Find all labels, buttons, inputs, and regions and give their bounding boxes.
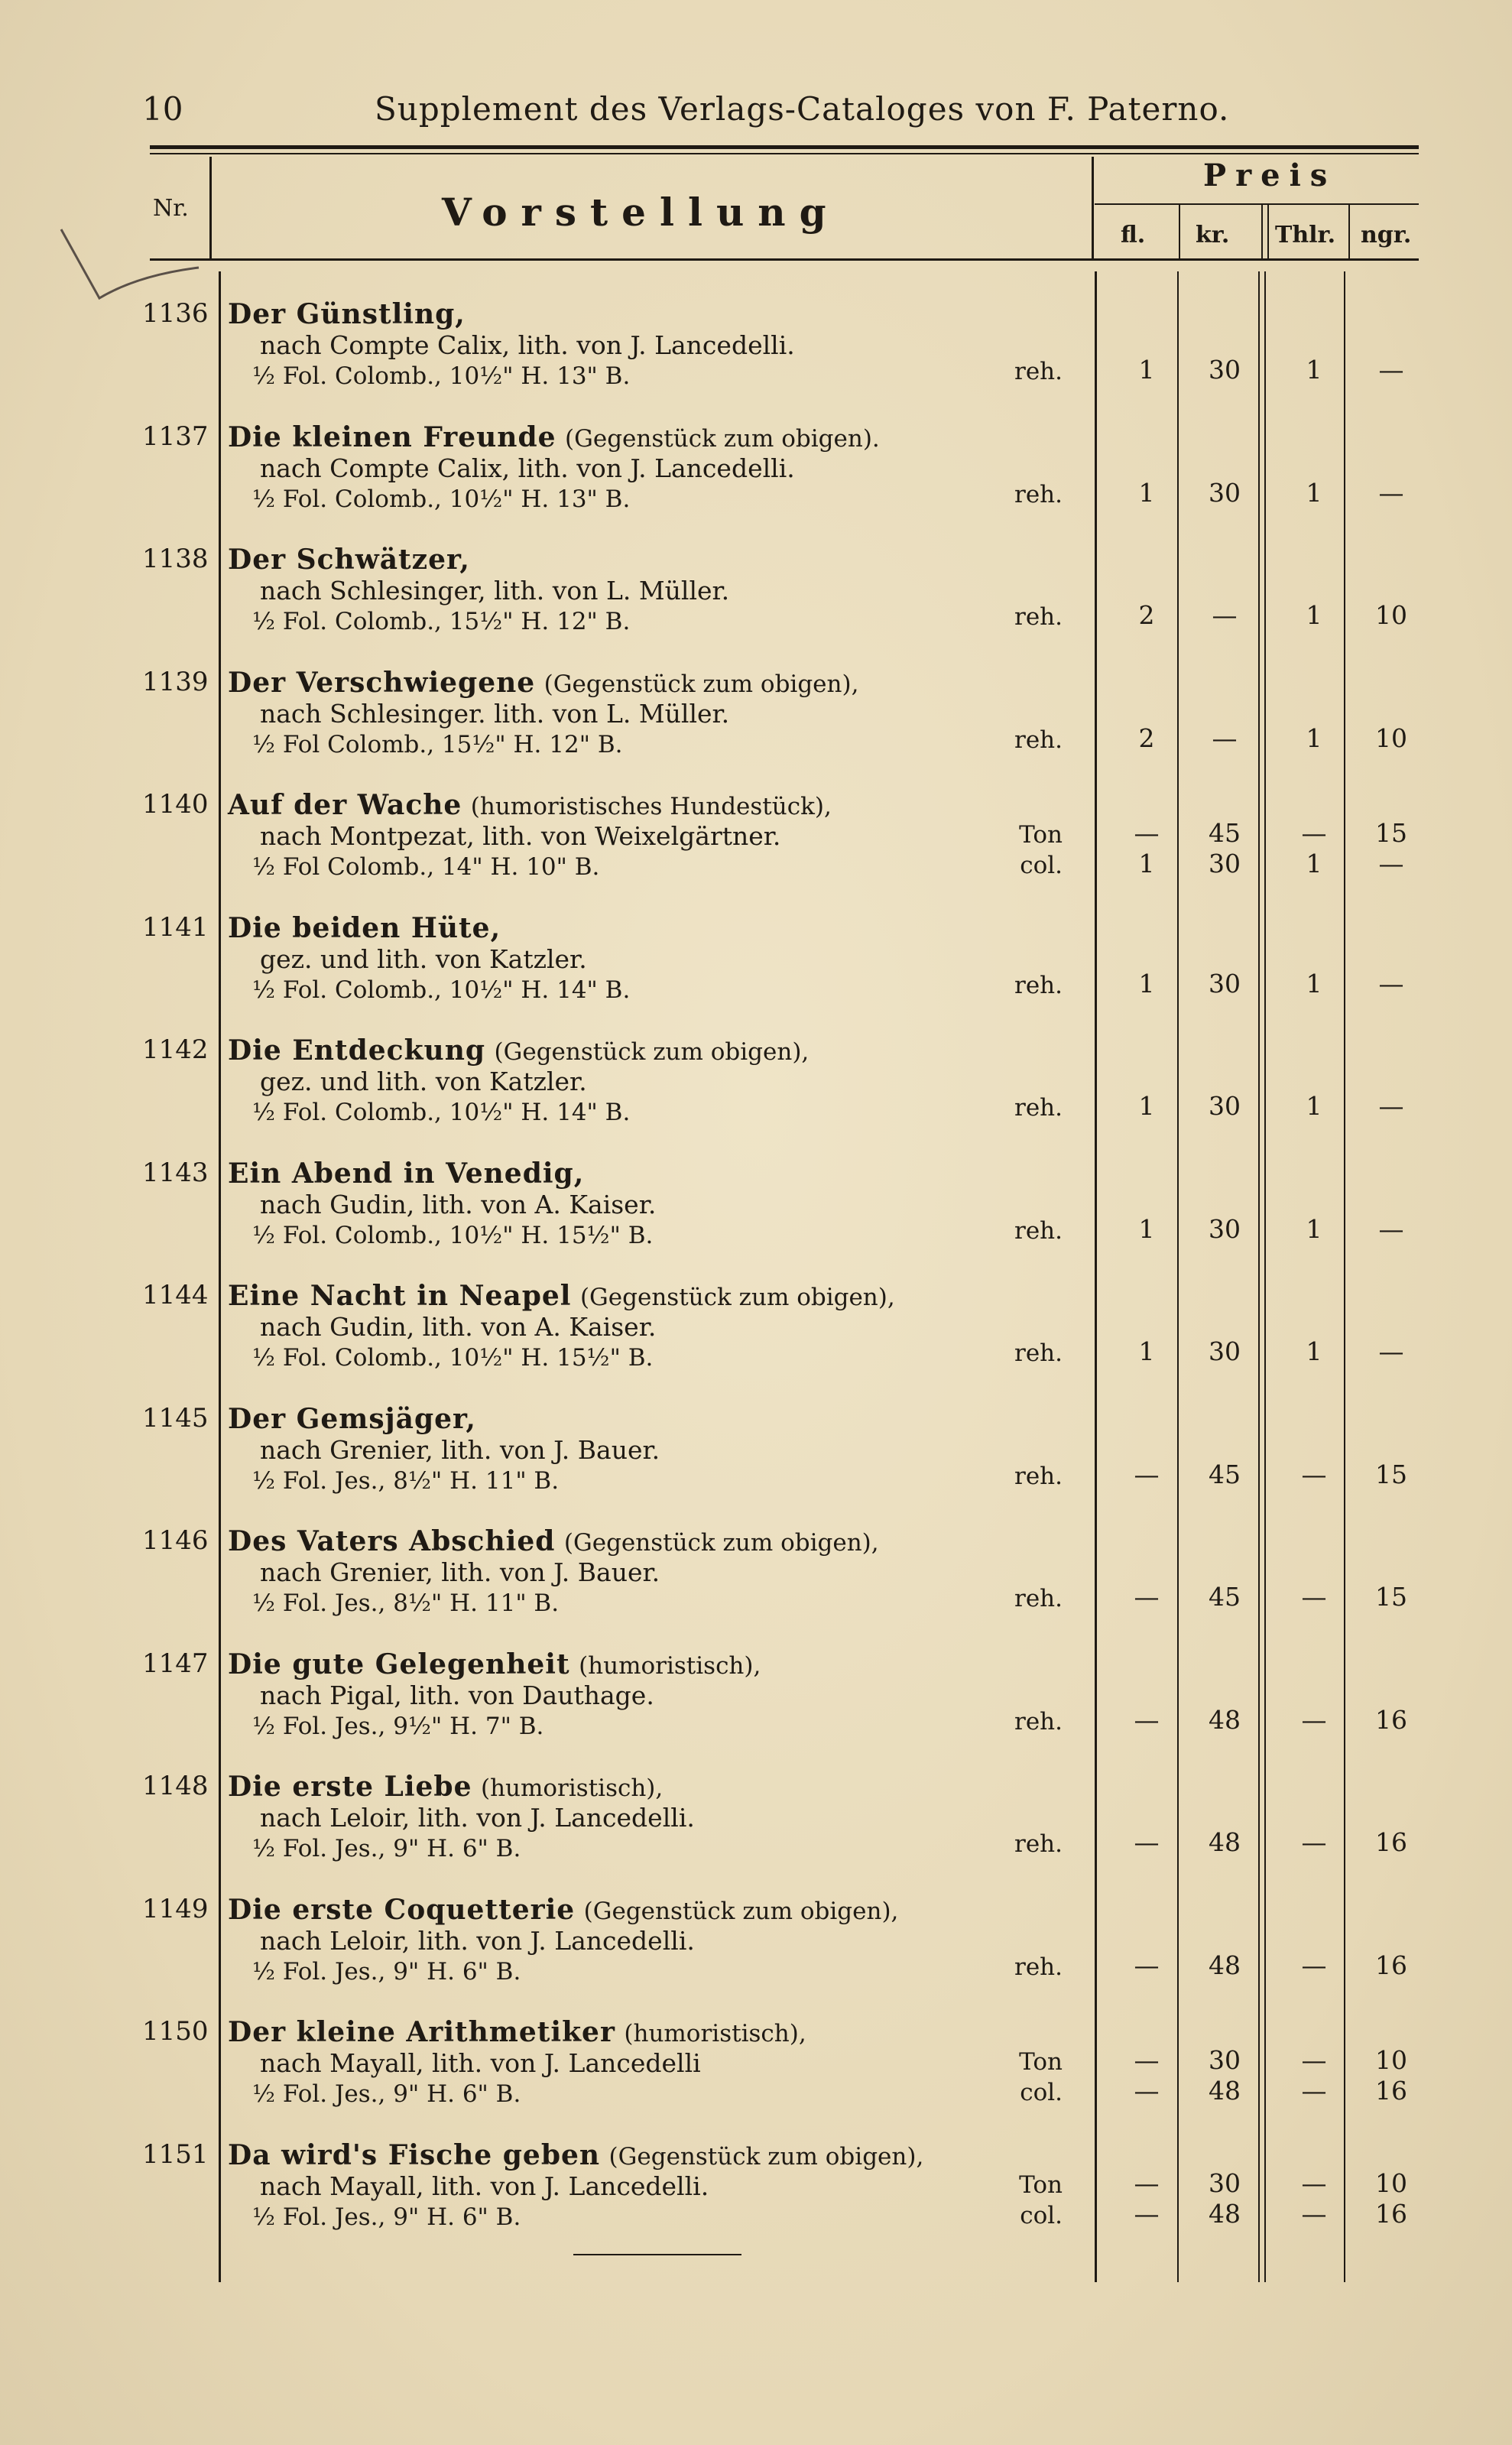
- list-item: [0, 1034, 1512, 1149]
- entry-format-line: ½ Fol Colomb., 15½" H. 12" B.: [252, 731, 623, 758]
- price-fl: 1: [1138, 355, 1155, 385]
- price-kr: —: [1212, 600, 1238, 630]
- price-kr: 30: [1209, 1336, 1241, 1366]
- header-ngr: ngr.: [1361, 222, 1412, 248]
- entry-number: 1137: [142, 421, 209, 452]
- entry-title: Die Entdeckung: [228, 1034, 486, 1067]
- list-item: [0, 912, 1512, 1027]
- price-type: Ton: [1019, 821, 1063, 849]
- kr-col-line-2: [1267, 205, 1269, 258]
- entry-number: 1138: [142, 544, 209, 574]
- page-number: 10: [142, 90, 183, 128]
- price-kr: 48: [1209, 1950, 1241, 1980]
- entry-number: 1144: [142, 1280, 209, 1310]
- fl-col-line: [1179, 205, 1180, 258]
- list-item: [0, 544, 1512, 658]
- entry-format-line: ½ Fol. Jes., 9" H. 6" B.: [252, 1958, 521, 1986]
- entry-number: 1150: [142, 2016, 209, 2047]
- price-ngr: —: [1378, 1214, 1404, 1244]
- vor-col-line: [1092, 157, 1094, 260]
- price-thlr: 1: [1306, 969, 1322, 998]
- price-kr: 30: [1209, 355, 1241, 385]
- price-fl: —: [1134, 1582, 1160, 1612]
- price-type: Ton: [1019, 2171, 1063, 2199]
- price-kr: 45: [1209, 818, 1241, 848]
- entry-title-line: [228, 2016, 806, 2048]
- end-rule: [573, 2254, 741, 2255]
- entry-title: Der Gemsjäger,: [228, 1403, 476, 1435]
- entry-title-line: [228, 421, 880, 453]
- list-item: [0, 1280, 1512, 1395]
- price-kr: —: [1212, 723, 1238, 753]
- price-kr: 45: [1209, 1460, 1241, 1489]
- list-item: [0, 1158, 1512, 1272]
- price-type: reh.: [1014, 1585, 1063, 1612]
- entry-title-line: [228, 1771, 663, 1803]
- entry-artist-line: nach Compte Calix, lith. von J. Lancedelli.: [260, 453, 795, 483]
- entry-title-line: [228, 1403, 476, 1435]
- price-thlr: 1: [1306, 600, 1322, 630]
- running-header: Supplement des Verlags-Cataloges von F. Paterno.: [375, 90, 1230, 128]
- entry-number: 1142: [142, 1034, 209, 1065]
- price-thlr: 1: [1306, 478, 1322, 508]
- list-item: [0, 1403, 1512, 1518]
- price-kr: 45: [1209, 1582, 1241, 1612]
- price-type: reh.: [1014, 1708, 1063, 1736]
- header-kr: kr.: [1196, 222, 1230, 248]
- entry-title-line: [228, 1894, 898, 1926]
- entry-number: 1140: [142, 789, 209, 820]
- entry-title: Die kleinen Freunde: [228, 421, 556, 453]
- price-fl: 1: [1138, 1214, 1155, 1244]
- entry-title-line: [228, 2139, 923, 2171]
- price-fl: —: [1134, 2168, 1160, 2198]
- entry-format-line: ½ Fol. Colomb., 10½" H. 15½" B.: [252, 1344, 654, 1372]
- price-kr: 30: [1209, 1214, 1241, 1244]
- price-thlr: —: [1301, 1827, 1327, 1857]
- price-fl: 2: [1138, 723, 1155, 753]
- price-fl: 1: [1138, 478, 1155, 508]
- top-rule: [150, 145, 1419, 149]
- entry-number: 1141: [142, 912, 209, 943]
- entry-title-line: [228, 544, 470, 576]
- price-fl: 1: [1138, 849, 1155, 878]
- price-kr: 48: [1209, 2199, 1241, 2229]
- entry-format-line: ½ Fol. Jes., 9" H. 6" B.: [252, 1835, 521, 1862]
- entry-note: (humoristisch),: [579, 1652, 761, 1680]
- entry-title: Der kleine Arithmetiker: [228, 2016, 615, 2048]
- entry-note: (Gegenstück zum obigen).: [565, 425, 880, 453]
- list-item: [0, 421, 1512, 536]
- entry-artist-line: nach Schlesinger. lith. von L. Müller.: [260, 699, 730, 729]
- price-ngr: —: [1378, 849, 1404, 878]
- entry-number: 1149: [142, 1894, 209, 1924]
- price-thlr: 1: [1306, 723, 1322, 753]
- price-thlr: —: [1301, 1950, 1327, 1980]
- entry-note: (Gegenstück zum obigen),: [579, 1284, 895, 1311]
- price-type: reh.: [1014, 1463, 1063, 1490]
- entry-note: (Gegenstück zum obigen),: [583, 1898, 899, 1925]
- price-fl: 2: [1138, 600, 1155, 630]
- price-fl: —: [1134, 2199, 1160, 2229]
- thlr-col-line: [1348, 205, 1350, 258]
- entry-title-line: [228, 667, 858, 699]
- entry-title: Die beiden Hüte,: [228, 912, 501, 944]
- entry-format-line: ½ Fol. Colomb., 10½" H. 14" B.: [252, 976, 631, 1004]
- price-fl: —: [1134, 1827, 1160, 1857]
- price-thlr: —: [1301, 2045, 1327, 2075]
- entry-number: 1146: [142, 1525, 209, 1556]
- entry-title: Der Schwätzer,: [228, 544, 470, 576]
- entry-artist-line: nach Leloir, lith. von J. Lancedelli.: [260, 1926, 695, 1956]
- entry-title: Des Vaters Abschied: [228, 1525, 556, 1557]
- entry-title: Auf der Wache: [228, 789, 462, 821]
- header-preis: Preis: [1203, 157, 1337, 193]
- price-type: reh.: [1014, 1830, 1063, 1858]
- price-thlr: —: [1301, 2168, 1327, 2198]
- entry-number: 1143: [142, 1158, 209, 1188]
- list-item: [0, 1894, 1512, 2008]
- price-fl: —: [1134, 1950, 1160, 1980]
- entry-note: (humoristisch),: [624, 2020, 806, 2047]
- list-item: [0, 298, 1512, 413]
- entry-title: Die erste Coquetterie: [228, 1894, 576, 1926]
- entry-number: 1148: [142, 1771, 209, 1801]
- entry-number: 1147: [142, 1648, 209, 1679]
- entry-title-line: [228, 1648, 761, 1680]
- price-thlr: 1: [1306, 1214, 1322, 1244]
- entry-format-line: ½ Fol. Jes., 8½" H. 11" B.: [252, 1467, 560, 1495]
- list-item: [0, 789, 1512, 904]
- header-rule: [150, 258, 1419, 261]
- price-type: reh.: [1014, 481, 1063, 508]
- entry-title-line: [228, 298, 466, 330]
- price-type: reh.: [1014, 358, 1063, 385]
- price-type: reh.: [1014, 972, 1063, 999]
- price-ngr: —: [1378, 1091, 1404, 1121]
- entry-artist-line: nach Pigal, lith. von Dauthage.: [260, 1680, 654, 1710]
- price-type: reh.: [1014, 1953, 1063, 1981]
- entry-artist-line: nach Gudin, lith. von A. Kaiser.: [260, 1190, 657, 1219]
- price-ngr: 15: [1375, 1460, 1407, 1489]
- header-thlr: Thlr.: [1275, 222, 1336, 248]
- entry-format-line: ½ Fol. Colomb., 10½" H. 14" B.: [252, 1099, 631, 1126]
- entry-format-line: ½ Fol. Jes., 9½" H. 7" B.: [252, 1713, 544, 1740]
- price-ngr: 10: [1375, 600, 1407, 630]
- price-type: reh.: [1014, 1094, 1063, 1122]
- price-ngr: 16: [1375, 1827, 1407, 1857]
- price-thlr: —: [1301, 818, 1327, 848]
- price-fl: 1: [1138, 1336, 1155, 1366]
- price-ngr: 16: [1375, 1950, 1407, 1980]
- price-fl: 1: [1138, 1091, 1155, 1121]
- entry-number: 1145: [142, 1403, 209, 1434]
- entry-note: (Gegenstück zum obigen),: [494, 1038, 810, 1066]
- price-ngr: 10: [1375, 2045, 1407, 2075]
- entry-title-line: [228, 1525, 879, 1557]
- price-ngr: —: [1378, 969, 1404, 998]
- list-item: [0, 1771, 1512, 1885]
- entry-title: Der Verschwiegene: [228, 667, 536, 699]
- entry-number: 1136: [142, 298, 209, 329]
- price-kr: 30: [1209, 2045, 1241, 2075]
- entry-artist-line: nach Mayall, lith. von J. Lancedelli.: [260, 2171, 709, 2201]
- price-fl: 1: [1138, 969, 1155, 998]
- entry-title: Der Günstling,: [228, 298, 466, 330]
- price-ngr: 16: [1375, 2199, 1407, 2229]
- entry-note: (Gegenstück zum obigen),: [543, 671, 859, 698]
- price-thlr: —: [1301, 2199, 1327, 2229]
- entry-title-line: [228, 912, 501, 944]
- entry-format-line: ½ Fol. Colomb., 15½" H. 12" B.: [252, 608, 631, 635]
- price-type: col.: [1020, 2202, 1063, 2229]
- price-ngr: 10: [1375, 2168, 1407, 2198]
- list-item: [0, 2139, 1512, 2254]
- price-kr: 48: [1209, 2076, 1241, 2106]
- entry-note: (humoristisches Hundestück),: [470, 793, 832, 820]
- entry-title: Die erste Liebe: [228, 1771, 472, 1803]
- header-fl: fl.: [1121, 222, 1146, 248]
- entry-title-line: [228, 789, 832, 821]
- price-type: col.: [1020, 2079, 1063, 2106]
- price-kr: 30: [1209, 849, 1241, 878]
- entry-artist-line: nach Mayall, lith. von J. Lancedelli: [260, 2048, 701, 2078]
- price-thlr: —: [1301, 1460, 1327, 1489]
- price-ngr: 16: [1375, 1705, 1407, 1735]
- price-type: reh.: [1014, 1339, 1063, 1367]
- price-thlr: —: [1301, 1705, 1327, 1735]
- entry-format-line: ½ Fol Colomb., 14" H. 10" B.: [252, 853, 600, 881]
- entry-format-line: ½ Fol. Jes., 9" H. 6" B.: [252, 2080, 521, 2108]
- price-fl: —: [1134, 2076, 1160, 2106]
- price-type: col.: [1020, 852, 1063, 879]
- price-kr: 30: [1209, 2168, 1241, 2198]
- price-kr: 48: [1209, 1705, 1241, 1735]
- price-thlr: —: [1301, 1582, 1327, 1612]
- list-item: [0, 1648, 1512, 1763]
- price-type: reh.: [1014, 1217, 1063, 1245]
- entry-artist-line: nach Leloir, lith. von J. Lancedelli.: [260, 1803, 695, 1833]
- price-kr: 30: [1209, 1091, 1241, 1121]
- price-ngr: —: [1378, 478, 1404, 508]
- price-ngr: 10: [1375, 723, 1407, 753]
- entry-title: Ein Abend in Venedig,: [228, 1158, 585, 1190]
- price-fl: —: [1134, 818, 1160, 848]
- entry-title-line: [228, 1034, 809, 1067]
- entry-title: Die gute Gelegenheit: [228, 1648, 570, 1680]
- price-thlr: 1: [1306, 1091, 1322, 1121]
- entry-note: (Gegenstück zum obigen),: [608, 2143, 924, 2171]
- entry-format-line: ½ Fol. Jes., 8½" H. 11" B.: [252, 1589, 560, 1617]
- entry-title-line: [228, 1158, 584, 1190]
- entry-title: Eine Nacht in Neapel: [228, 1280, 572, 1312]
- price-thlr: —: [1301, 2076, 1327, 2106]
- price-ngr: —: [1378, 355, 1404, 385]
- price-kr: 30: [1209, 478, 1241, 508]
- price-ngr: —: [1378, 1336, 1404, 1366]
- price-fl: —: [1134, 2045, 1160, 2075]
- entry-title: Da wird's Fische geben: [228, 2139, 601, 2171]
- entry-note: (humoristisch),: [480, 1774, 664, 1802]
- entry-artist-line: gez. und lith. von Katzler.: [260, 1067, 587, 1096]
- entry-number: 1151: [142, 2139, 209, 2170]
- entry-artist-line: nach Compte Calix, lith. von J. Lancedelli.: [260, 330, 795, 360]
- entry-artist-line: nach Grenier, lith. von J. Bauer.: [260, 1557, 660, 1587]
- preis-rule: [1095, 203, 1419, 205]
- list-item: [0, 2016, 1512, 2131]
- price-fl: —: [1134, 1705, 1160, 1735]
- kr-col-line: [1261, 205, 1263, 258]
- entry-format-line: ½ Fol. Jes., 9" H. 6" B.: [252, 2203, 521, 2231]
- price-ngr: 15: [1375, 1582, 1407, 1612]
- price-type: reh.: [1014, 603, 1063, 631]
- entry-artist-line: nach Montpezat, lith. von Weixelgärtner.: [260, 821, 781, 851]
- entry-number: 1139: [142, 667, 209, 697]
- price-type: Ton: [1019, 2048, 1063, 2076]
- price-type: reh.: [1014, 726, 1063, 754]
- price-fl: —: [1134, 1460, 1160, 1489]
- entry-artist-line: nach Schlesinger, lith. von L. Müller.: [260, 576, 730, 606]
- entry-format-line: ½ Fol. Colomb., 10½" H. 13" B.: [252, 485, 631, 513]
- list-item: [0, 1525, 1512, 1640]
- entry-format-line: ½ Fol. Colomb., 10½" H. 13" B.: [252, 362, 631, 390]
- price-ngr: 16: [1375, 2076, 1407, 2106]
- top-rule-thin: [150, 153, 1419, 154]
- price-thlr: 1: [1306, 355, 1322, 385]
- price-kr: 30: [1209, 969, 1241, 998]
- price-thlr: 1: [1306, 1336, 1322, 1366]
- entry-artist-line: nach Grenier, lith. von J. Bauer.: [260, 1435, 660, 1465]
- price-ngr: 15: [1375, 818, 1407, 848]
- price-kr: 48: [1209, 1827, 1241, 1857]
- entry-artist-line: nach Gudin, lith. von A. Kaiser.: [260, 1312, 657, 1342]
- entry-title-line: [228, 1280, 895, 1312]
- entry-format-line: ½ Fol. Colomb., 10½" H. 15½" B.: [252, 1222, 654, 1249]
- price-thlr: 1: [1306, 849, 1322, 878]
- list-item: [0, 667, 1512, 781]
- header-nr: Nr.: [153, 195, 189, 222]
- entry-artist-line: gez. und lith. von Katzler.: [260, 944, 587, 974]
- header-vorstellung: Vorstellung: [442, 190, 840, 235]
- entry-note: (Gegenstück zum obigen),: [563, 1529, 879, 1557]
